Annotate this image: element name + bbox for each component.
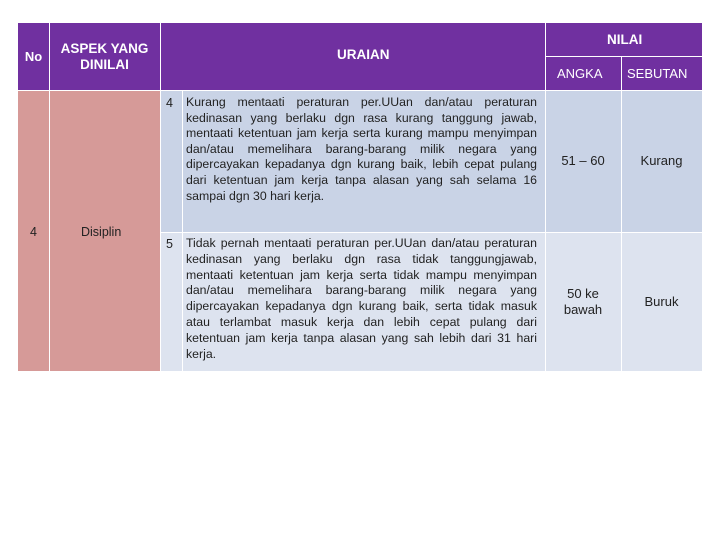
item-2-angka-cell [545,232,621,371]
item-1-sebutan: Kurang [640,153,683,168]
item-1-num-cell [160,90,182,232]
item-1-sebutan-cell [621,90,702,232]
item-2-text-cell [182,232,545,371]
item-2-num: 5 [166,237,173,251]
header-aspek [49,23,160,90]
header-angka-label: ANGKA [557,66,603,81]
grid-line [545,56,702,57]
header-aspek-label: ASPEK YANG DINILAI [60,40,149,72]
header-sebutan-label: SEBUTAN [627,66,688,81]
grid-line [160,23,161,371]
item-1-text-cell [182,90,545,232]
item-1-text: Kurang mentaati peraturan per.UUan dan/atau peraturan kedinasan yang berlaku dgn rasa kurang tanggung jawab, mentaati ketentuan jam kerja serta kurang mampu menyimpan dan/atau memelihara barang-barang milik negara yang dipercayakan kepadanya dgn kurang baik, lebih cepat pulang dari ketentuan jam kerja tanpa alasan yang sah selama 16 sampai dgn 30 hari kerja. [186,95,537,203]
header-uraian-label: URAIAN [337,47,390,62]
grid-line [49,23,50,371]
row-no: 4 [30,225,37,239]
grid-line [18,90,702,91]
header-no [18,23,49,90]
header-no-label: No [24,49,43,64]
item-2-sebutan-cell [621,232,702,371]
grid-line [160,232,702,233]
row-aspek: Disiplin [81,225,122,239]
grid-line [545,23,546,371]
grid-line [182,90,183,371]
item-1-angka: 51 – 60 [561,153,605,168]
item-1-angka-cell [545,90,621,232]
item-2-num-cell [160,232,182,371]
item-2-sebutan: Buruk [644,293,679,309]
item-1-num: 4 [166,96,173,110]
item-2-text: Tidak pernah mentaati peraturan per.UUan dan/atau peraturan kedinasan yang berlaku dgn rasa tidak tanggungjawab, mentaati ketentuan jam kerja serta tidak mampu menyimpan dan/atau memelihara barang-barang milik negara yang dipercayakan kepadanya dgn kurang baik, serta tidak masuk atau terlambat masuk kerja dan lebih cepat pulang dari ketentuan jam kerja tanpa alasan yang sah lebih dari 31 hari kerja. [186,236,537,361]
row-aspek-cell [49,90,160,371]
row-no-cell [18,90,49,371]
header-uraian [160,23,545,90]
header-nilai-label: NILAI [607,32,643,47]
item-2-angka: 50 ke bawah [563,285,603,317]
grid-line [621,56,622,371]
